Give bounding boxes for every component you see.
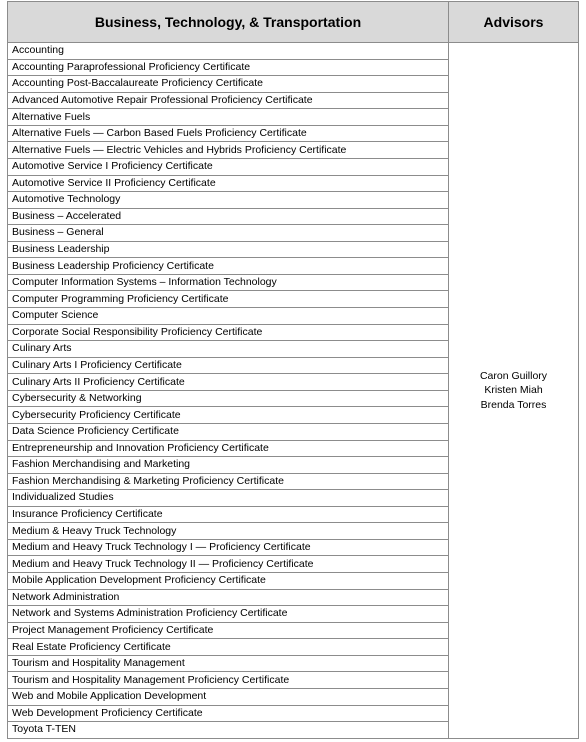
program-name-cell: Entrepreneurship and Innovation Proficiency Certificate (8, 440, 449, 457)
program-name-cell: Medium and Heavy Truck Technology II — Proficiency Certificate (8, 556, 449, 573)
program-name-cell: Alternative Fuels (8, 109, 449, 126)
document-page (7, 1, 578, 739)
program-name-cell: Network Administration (8, 589, 449, 606)
program-name-cell: Individualized Studies (8, 490, 449, 507)
program-name-cell: Business Leadership Proficiency Certificate (8, 258, 449, 275)
program-name-cell: Fashion Merchandising and Marketing (8, 457, 449, 474)
programs-table (7, 1, 579, 739)
program-name-cell: Project Management Proficiency Certificate (8, 622, 449, 639)
program-name-cell: Alternative Fuels — Electric Vehicles and Hybrids Proficiency Certificate (8, 142, 449, 159)
program-name-cell: Culinary Arts II Proficiency Certificate (8, 374, 449, 391)
program-name-cell: Medium and Heavy Truck Technology I — Proficiency Certificate (8, 539, 449, 556)
table-header-row (8, 2, 579, 43)
program-name-cell: Business Leadership (8, 241, 449, 258)
program-name-cell: Computer Programming Proficiency Certificate (8, 291, 449, 308)
program-name-cell: Web Development Proficiency Certificate (8, 705, 449, 722)
program-name-cell: Real Estate Proficiency Certificate (8, 639, 449, 656)
program-name-cell: Tourism and Hospitality Management (8, 655, 449, 672)
program-name-cell: Fashion Merchandising & Marketing Proficiency Certificate (8, 473, 449, 490)
table-row (8, 43, 579, 60)
program-name-cell: Business – General (8, 225, 449, 242)
program-name-cell: Cybersecurity Proficiency Certificate (8, 407, 449, 424)
advisor-name: Kristen Miah (484, 384, 543, 397)
program-name-cell: Toyota T-TEN (8, 722, 449, 739)
program-name-cell: Automotive Technology (8, 192, 449, 209)
program-name-cell: Accounting Paraprofessional Proficiency Certificate (8, 59, 449, 76)
header-advisors: Advisors (449, 2, 579, 43)
program-name-cell: Accounting (8, 43, 449, 60)
program-name-cell: Automotive Service II Proficiency Certificate (8, 175, 449, 192)
advisor-name: Brenda Torres (480, 398, 547, 411)
program-name-cell: Network and Systems Administration Proficiency Certificate (8, 606, 449, 623)
header-program-area: Business, Technology, & Transportation (8, 2, 449, 43)
program-name-cell: Cybersecurity & Networking (8, 390, 449, 407)
program-name-cell: Medium & Heavy Truck Technology (8, 523, 449, 540)
program-name-cell: Corporate Social Responsibility Proficiency Certificate (8, 324, 449, 341)
program-name-cell: Data Science Proficiency Certificate (8, 423, 449, 440)
program-name-cell: Automotive Service I Proficiency Certificate (8, 158, 449, 175)
program-name-cell: Advanced Automotive Repair Professional Proficiency Certificate (8, 92, 449, 109)
program-name-cell: Culinary Arts (8, 341, 449, 358)
program-name-cell: Mobile Application Development Proficiency Certificate (8, 573, 449, 590)
program-name-cell: Insurance Proficiency Certificate (8, 506, 449, 523)
table-body (8, 43, 579, 739)
program-name-cell: Alternative Fuels — Carbon Based Fuels Proficiency Certificate (8, 125, 449, 142)
program-name-cell: Computer Information Systems – Information Technology (8, 274, 449, 291)
advisor-name: Caron Guillory (479, 369, 548, 382)
program-name-cell: Accounting Post-Baccalaureate Proficiency Certificate (8, 76, 449, 93)
program-name-cell: Business – Accelerated (8, 208, 449, 225)
program-name-cell: Computer Science (8, 308, 449, 325)
program-name-cell: Web and Mobile Application Development (8, 688, 449, 705)
program-name-cell: Tourism and Hospitality Management Proficiency Certificate (8, 672, 449, 689)
program-name-cell: Culinary Arts I Proficiency Certificate (8, 357, 449, 374)
advisors-cell (449, 43, 579, 739)
